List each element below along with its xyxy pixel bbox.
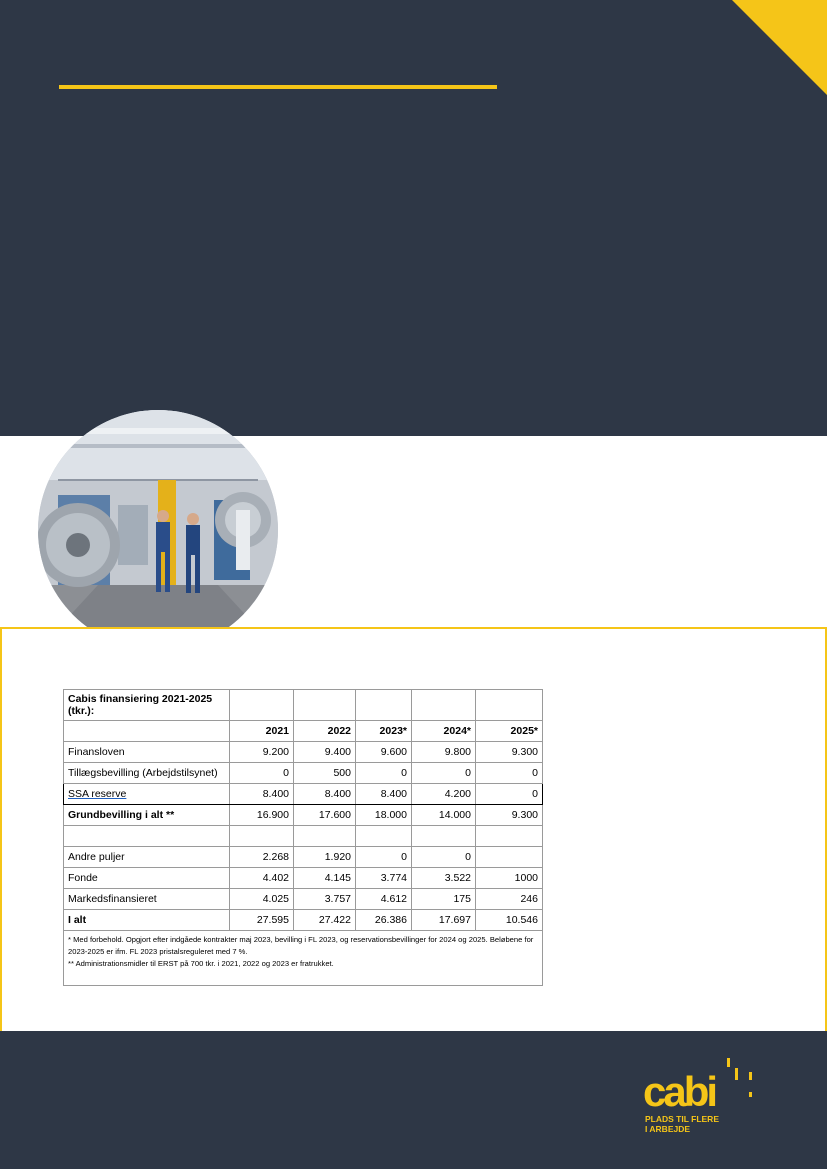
row-label: Grundbevilling i alt ** <box>64 805 230 826</box>
table-cell: 3.774 <box>356 868 412 889</box>
table-title-row <box>64 690 543 721</box>
table-cell: 175 <box>412 889 476 910</box>
table-cell: 4.200 <box>412 784 476 805</box>
title-underline-rule <box>59 85 497 89</box>
table-row-subtotal <box>64 805 543 826</box>
row-label: I alt <box>64 910 230 931</box>
table-cell: 26.386 <box>356 910 412 931</box>
table-cell: 3.522 <box>412 868 476 889</box>
corner-triangle-decoration <box>732 0 827 95</box>
table-cell: 14.000 <box>412 805 476 826</box>
cabi-logo <box>643 1058 763 1138</box>
table-cell: 3.757 <box>294 889 356 910</box>
column-header: 2024* <box>412 721 476 742</box>
table-notes <box>64 931 543 986</box>
table-cell: 500 <box>294 763 356 784</box>
table-cell: 0 <box>230 763 294 784</box>
row-label: Andre puljer <box>64 847 230 868</box>
column-header: 2025* <box>476 721 543 742</box>
table-cell: 9.300 <box>476 742 543 763</box>
table-cell: 0 <box>476 784 543 805</box>
table-row <box>64 763 543 784</box>
table-cell: 4.402 <box>230 868 294 889</box>
table-cell: 9.600 <box>356 742 412 763</box>
table-cell: 17.697 <box>412 910 476 931</box>
column-header: 2023* <box>356 721 412 742</box>
row-label: Finansloven <box>64 742 230 763</box>
table-row <box>64 868 543 889</box>
table-cell: 27.422 <box>294 910 356 931</box>
table-cell: 4.145 <box>294 868 356 889</box>
table-cell: 9.400 <box>294 742 356 763</box>
factory-workers-photo <box>38 410 278 650</box>
row-label: Fonde <box>64 868 230 889</box>
table-cell: 8.400 <box>294 784 356 805</box>
row-label: Markedsfinansieret <box>64 889 230 910</box>
table-cell: 0 <box>356 847 412 868</box>
table-cell: 27.595 <box>230 910 294 931</box>
table-header-row <box>64 721 543 742</box>
table-row-total <box>64 910 543 931</box>
table-cell: 0 <box>476 763 543 784</box>
table-cell: 0 <box>356 763 412 784</box>
table-row <box>64 889 543 910</box>
table-cell: 1000 <box>476 868 543 889</box>
column-header: 2022 <box>294 721 356 742</box>
table-cell: 8.400 <box>356 784 412 805</box>
table-row-empty <box>64 826 543 847</box>
table-cell: 2.268 <box>230 847 294 868</box>
table-cell: 1.920 <box>294 847 356 868</box>
table-cell: 8.400 <box>230 784 294 805</box>
header-band <box>0 0 827 436</box>
table-cell: 4.025 <box>230 889 294 910</box>
logo-tagline-line-2: I ARBEJDE <box>645 1124 691 1134</box>
logo-tagline-line-1: PLADS TIL FLERE <box>645 1114 719 1124</box>
logo-tagline <box>645 1114 719 1134</box>
footnote-1: * Med forbehold. Opgjort efter indgåede kontrakter maj 2023, bevilling i FL 2023, og reservationsbevillinger for 2024 og 2025. Beløbene for 2023-2025 er ifm. FL 2023 pristalsreguleret med 7 %. <box>68 935 534 956</box>
column-header: 2021 <box>230 721 294 742</box>
table-cell: 4.612 <box>356 889 412 910</box>
table-cell: 9.800 <box>412 742 476 763</box>
table-title: Cabis finansiering 2021-2025 (tkr.): <box>64 690 230 721</box>
footnote-2: ** Administrationsmidler til ERST på 700 tkr. i 2021, 2022 og 2023 er fratrukket. <box>68 959 334 968</box>
table-cell: 9.300 <box>476 805 543 826</box>
table-row <box>64 847 543 868</box>
table-cell: 0 <box>412 847 476 868</box>
table-cell: 0 <box>412 763 476 784</box>
table-cell: 17.600 <box>294 805 356 826</box>
table-row-ssa-reserve <box>64 784 543 805</box>
table-notes-row <box>64 931 543 986</box>
table-cell: 246 <box>476 889 543 910</box>
financing-table <box>63 689 543 986</box>
table-cell: 16.900 <box>230 805 294 826</box>
table-cell <box>476 847 543 868</box>
logo-wordmark: cabi <box>643 1068 716 1115</box>
table-cell: 9.200 <box>230 742 294 763</box>
table-cell: 10.546 <box>476 910 543 931</box>
factory-hall-illustration <box>38 410 278 650</box>
row-label: Tillægsbevilling (Arbejdstilsynet) <box>64 763 230 784</box>
table-cell: 18.000 <box>356 805 412 826</box>
ssa-reserve-link[interactable]: SSA reserve <box>68 788 127 800</box>
table-row <box>64 742 543 763</box>
